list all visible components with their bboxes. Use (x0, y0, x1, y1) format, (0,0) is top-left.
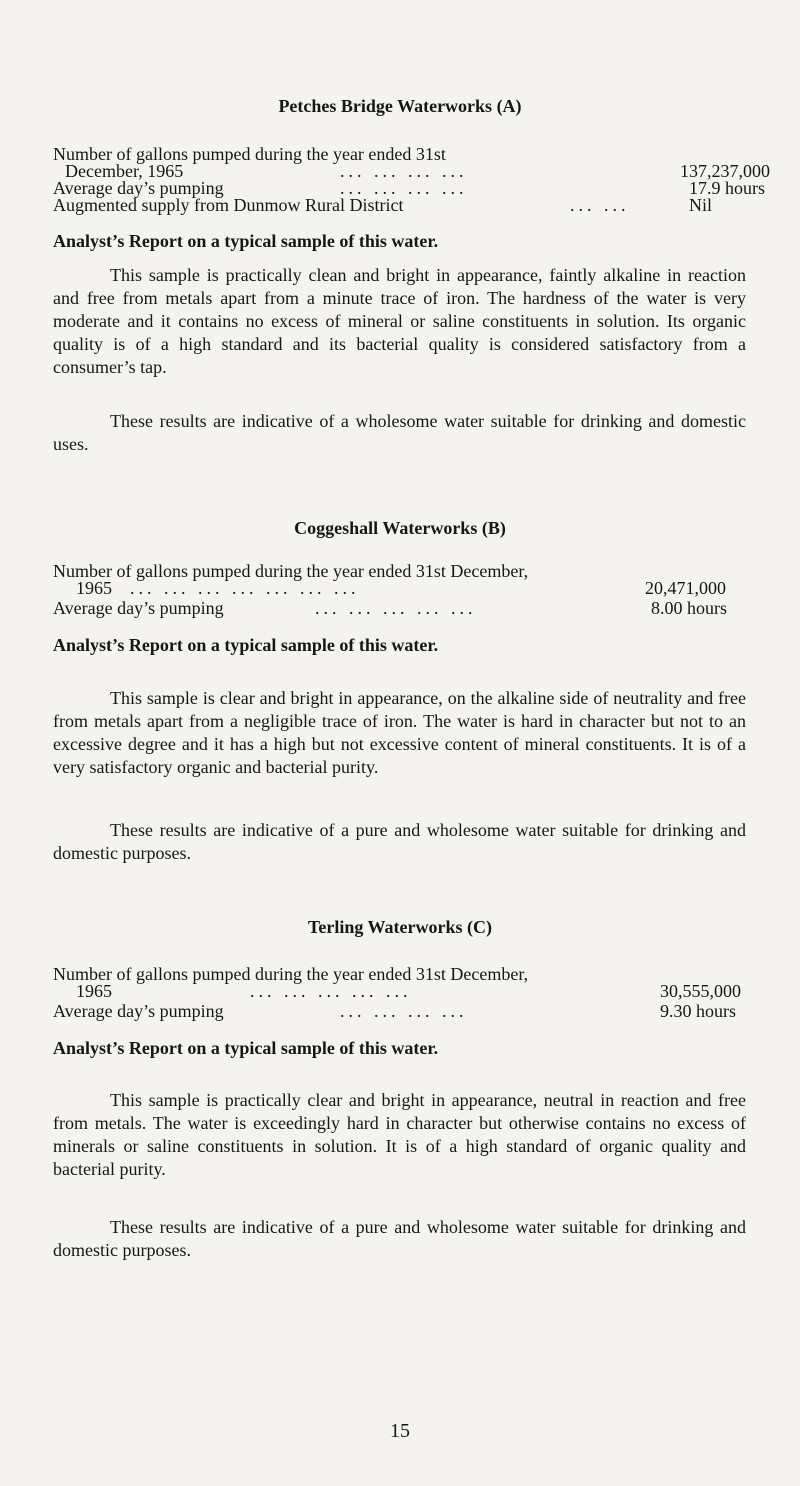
stat-label: Average day’s pumping (53, 598, 224, 618)
stat-row (0, 580, 800, 597)
leader-dots: ... ... ... ... ... ... ... (130, 578, 360, 598)
report-paragraph: This sample is practically clear and bright in appearance, neutral in reaction and free from metals. The water is exceedingly hard in character but otherwise contains no excess of minerals or saline constituents in solution. It is of a high standard of organic quality and bacterial purity. (53, 1090, 746, 1179)
report-heading: Analyst’s Report on a typical sample of this water. (53, 1038, 439, 1058)
stat-label: Number of gallons pumped during the year ended 31st December, (53, 561, 529, 581)
leader-dots: ... ... ... ... (340, 178, 468, 198)
report-paragraph: This sample is clear and bright in appearance, on the alkaline side of neutrality and free from metals apart from a negligible trace of iron. The water is hard in character but not to an excessive degree and it has a high but not excessive content of mineral constituents. It is of a very satisfactory organic and bacterial purity. (53, 688, 746, 777)
stat-value: 137,237,000 (680, 161, 770, 181)
stat-label: Number of gallons pumped during the year ended 31st December, (53, 964, 529, 984)
stat-value: 17.9 hours (689, 178, 765, 198)
stat-value: 30,555,000 (660, 981, 741, 1001)
page-number: 15 (390, 1420, 410, 1442)
stat-label: Number of gallons pumped during the year ended 31st (53, 144, 446, 164)
stat-label: December, 1965 (65, 161, 184, 181)
stat-value: 9.30 hours (660, 1001, 736, 1021)
report-heading: Analyst’s Report on a typical sample of this water. (53, 635, 439, 655)
section-title: Petches Bridge Waterworks (A) (278, 96, 522, 116)
leader-dots: ... ... (570, 195, 630, 215)
stat-value: Nil (689, 195, 713, 215)
section-title: Terling Waterworks (C) (308, 917, 492, 937)
leader-dots: ... ... ... ... ... (315, 598, 477, 618)
stat-label: 1965 (76, 578, 112, 598)
stat-row (0, 983, 800, 1000)
stat-value: 8.00 hours (651, 598, 727, 618)
stat-value: 20,471,000 (645, 578, 726, 598)
stat-label: Augmented supply from Dunmow Rural District (53, 195, 404, 215)
stat-row (0, 197, 800, 214)
leader-dots: ... ... ... ... ... (250, 981, 412, 1001)
report-paragraph: This sample is practically clean and bright in appearance, faintly alkaline in reaction and free from metals apart from a minute trace of iron. The hardness of the water is very moderate and it contains no excess of mineral or saline constituents in solution. Its organic quality is of a high standard and its bacterial quality is considered satisfactory from a consumer’s tap. (53, 265, 746, 377)
report-paragraph: These results are indicative of a wholesome water suitable for drinking and domestic uses. (53, 411, 746, 454)
stat-row (0, 1003, 800, 1020)
report-paragraph: These results are indicative of a pure and wholesome water suitable for drinking and domestic purposes. (53, 1217, 746, 1260)
leader-dots: ... ... ... ... (340, 1001, 468, 1021)
stat-label: Average day’s pumping (53, 178, 224, 198)
report-heading: Analyst’s Report on a typical sample of this water. (53, 231, 439, 251)
report-paragraph: These results are indicative of a pure and wholesome water suitable for drinking and domestic purposes. (53, 820, 746, 863)
stat-row (0, 600, 800, 617)
stat-label: 1965 (76, 981, 112, 1001)
section-title: Coggeshall Waterworks (B) (294, 518, 506, 538)
stat-label: Average day’s pumping (53, 1001, 224, 1021)
leader-dots: ... ... ... ... (340, 161, 468, 181)
